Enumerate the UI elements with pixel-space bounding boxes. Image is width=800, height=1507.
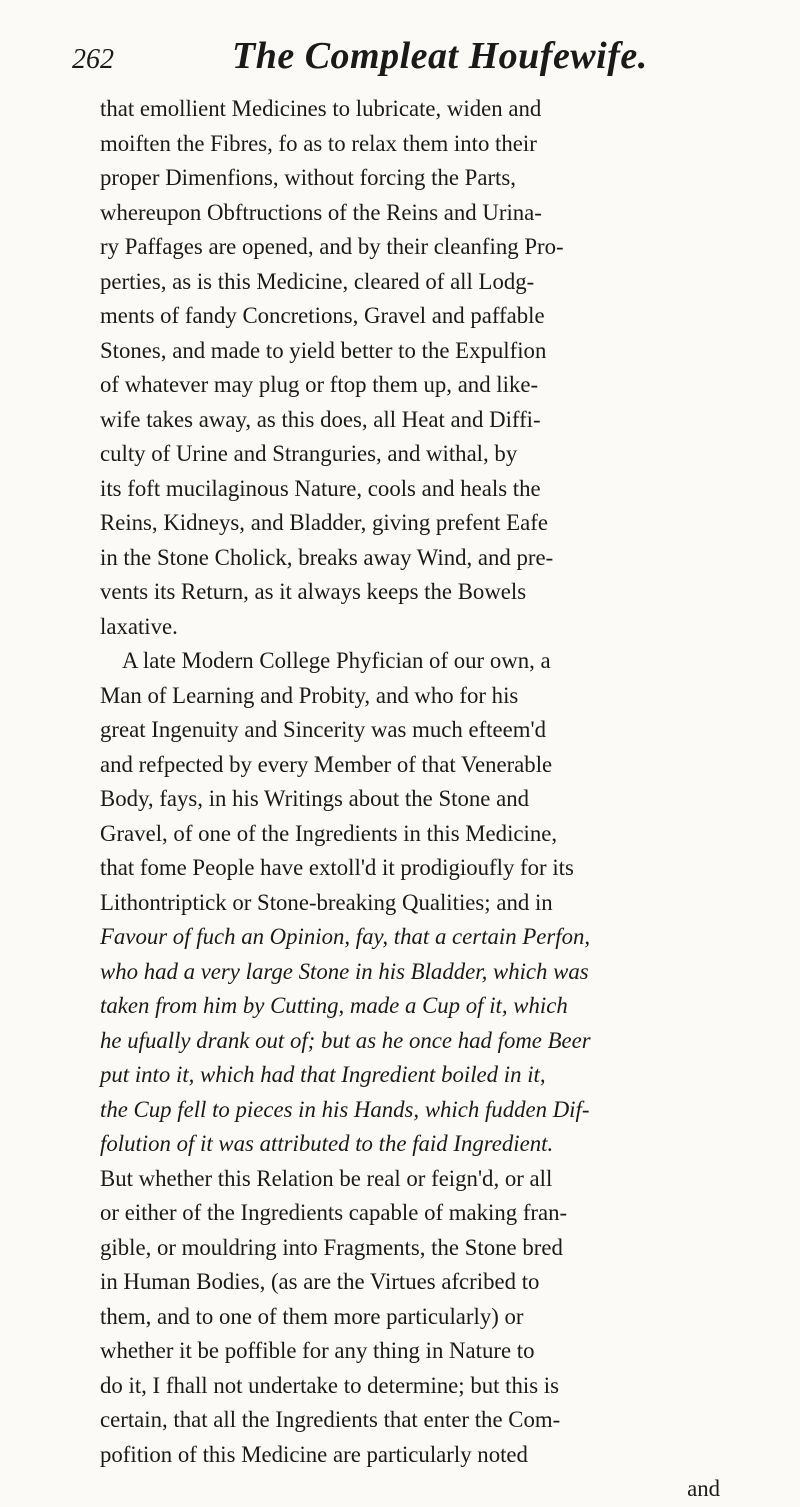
page-number: 262 bbox=[72, 44, 114, 75]
text-line: whether it be poffible for any thing in Nature to bbox=[100, 1338, 535, 1363]
text-line: them, and to one of them more particularly) or bbox=[100, 1303, 524, 1329]
text-line: whereupon Obftructions of the Reins and Urina- bbox=[100, 199, 542, 225]
text-line: in Human Bodies, (as are the Virtues afcribed to bbox=[100, 1269, 540, 1294]
text-line: do it, I fhall not undertake to determine; but this is bbox=[100, 1372, 560, 1398]
text-line: ry Paffages are opened, and by their cleanfing Pro- bbox=[100, 234, 564, 259]
text-line: Reins, Kidneys, and Bladder, giving prefent Eafe bbox=[100, 510, 548, 535]
text-line: the Cup fell to pieces in his Hands, which fudden Dif- bbox=[100, 1096, 590, 1122]
text-line: But whether this Relation be real or feign'd, or all bbox=[100, 1165, 553, 1191]
running-title: The Compleat Houfewife. bbox=[232, 35, 648, 77]
text-line: in the Stone Cholick, breaks away Wind, and pre- bbox=[100, 544, 554, 570]
page-header bbox=[72, 34, 732, 78]
text-line: proper Dimenfions, without forcing the Parts, bbox=[100, 165, 516, 190]
text-line: laxative. bbox=[100, 613, 178, 639]
text-line: Favour of fuch an Opinion, fay, that a certain Perfon, bbox=[100, 924, 591, 949]
text-line: folution of it was attributed to the faid Ingredient. bbox=[100, 1131, 554, 1156]
text-line: culty of Urine and Stranguries, and withal, by bbox=[100, 441, 518, 466]
text-line: put into it, which had that Ingredient boiled in it, bbox=[100, 1062, 546, 1087]
text-line: A late Modern College Phyfician of our own, a bbox=[122, 648, 551, 673]
text-line: that fome People have extoll'd it prodigioufly for its bbox=[100, 855, 574, 880]
text-line: or either of the Ingredients capable of making fran- bbox=[100, 1200, 568, 1225]
text-line: its foft mucilaginous Nature, cools and heals the bbox=[100, 475, 541, 501]
text-line: taken from him by Cutting, made a Cup of it, which bbox=[100, 993, 568, 1018]
text-line: ments of fandy Concretions, Gravel and paffable bbox=[100, 303, 545, 328]
text-line: gible, or mouldring into Fragments, the Stone bred bbox=[100, 1234, 563, 1260]
text-line: he ufually drank out of; but as he once had fome Beer bbox=[100, 1027, 591, 1053]
text-line: wife takes away, as this does, all Heat and Diffi- bbox=[100, 406, 541, 432]
text-line: Gravel, of one of the Ingredients in this Medicine, bbox=[100, 820, 558, 846]
text-line: pofition of this Medicine are particularly noted bbox=[100, 1441, 528, 1467]
text-line: and refpected by every Member of that Venerable bbox=[100, 751, 553, 777]
body-text bbox=[100, 92, 720, 1507]
catchword: and bbox=[687, 1476, 720, 1501]
text-line: Body, fays, in his Writings about the Stone and bbox=[100, 786, 530, 811]
text-line: who had a very large Stone in his Bladder, which was bbox=[100, 958, 589, 984]
text-line: moiften the Fibres, fo as to relax them into their bbox=[100, 130, 537, 156]
text-line: vents its Return, as it always keeps the Bowels bbox=[100, 579, 527, 604]
text-line: Man of Learning and Probity, and who for his bbox=[100, 682, 519, 708]
text-line: that emollient Medicines to lubricate, widen and bbox=[100, 96, 542, 121]
text-line: of whatever may plug or ftop them up, and like- bbox=[100, 372, 539, 397]
text-line: certain, that all the Ingredients that enter the Com- bbox=[100, 1407, 561, 1432]
text-line: Lithontriptick or Stone-breaking Qualities; and in bbox=[100, 889, 553, 915]
text-line: perties, as is this Medicine, cleared of all Lodg- bbox=[100, 268, 535, 294]
text-line: Stones, and made to yield better to the Expulfion bbox=[100, 337, 547, 363]
text-line: great Ingenuity and Sincerity was much efteem'd bbox=[100, 717, 546, 742]
